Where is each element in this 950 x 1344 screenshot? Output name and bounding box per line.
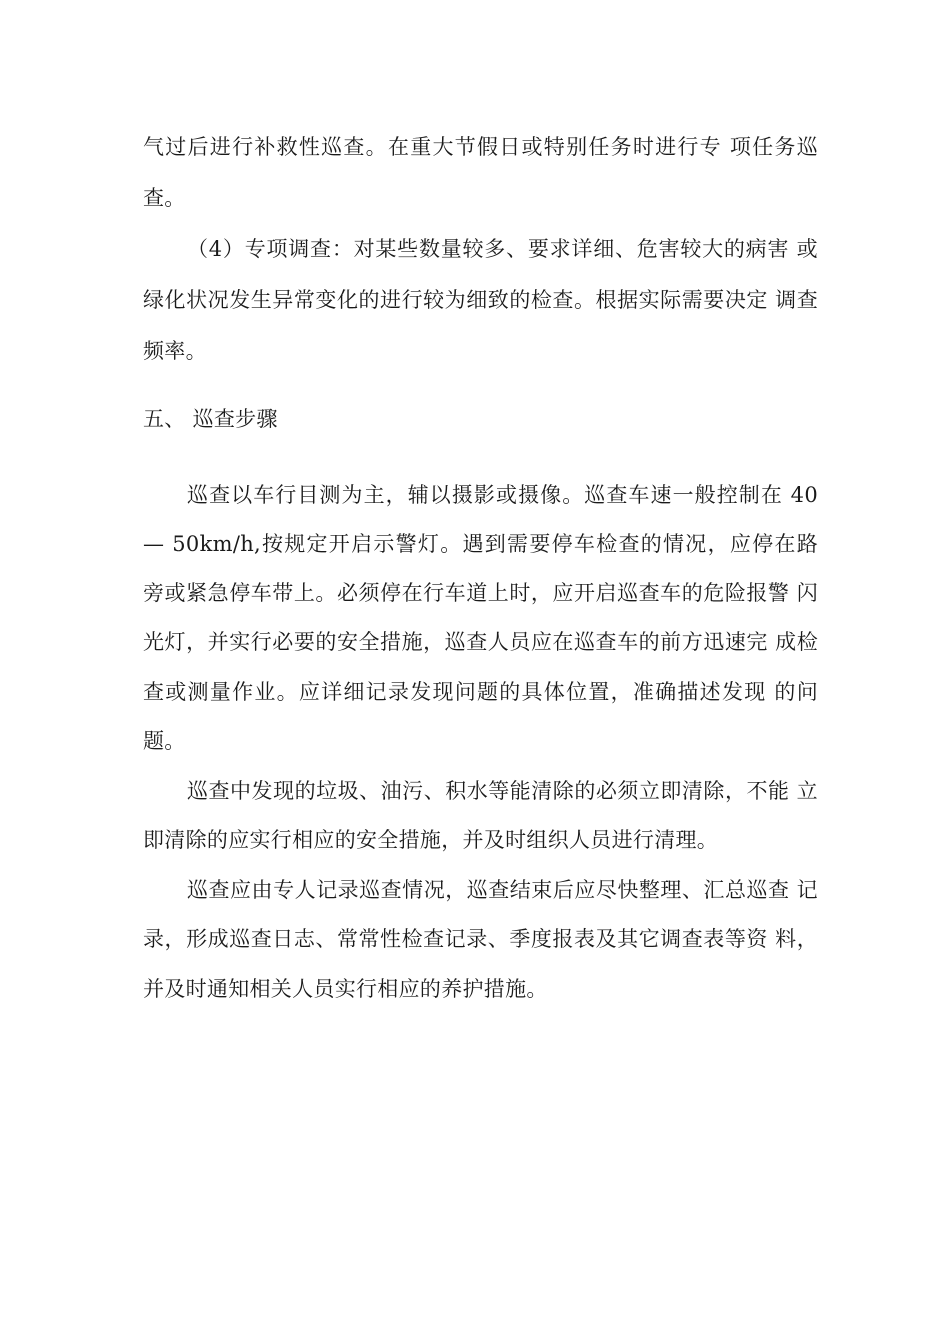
paragraph-3-line-2: — 50km/h,按规定开启示警灯。遇到需要停车检查的情况，应停在路 xyxy=(143,532,818,556)
section-heading: 五、 巡查步骤 xyxy=(143,407,278,431)
paragraph-3-line-6: 题。 xyxy=(143,729,186,753)
paragraph-3-line-3: 旁或紧急停车带上。必须停在行车道上时，应开启巡查车的危险报警 闪 xyxy=(143,581,818,605)
paragraph-3-line-4: 光灯，并实行必要的安全措施，巡查人员应在巡查车的前方迅速完 成检 xyxy=(143,630,818,654)
paragraph-1-line-2: 查。 xyxy=(143,186,186,210)
paragraph-1-line-1: 气过后进行补救性巡查。在重大节假日或特别任务时进行专 项任务巡 xyxy=(143,135,818,159)
paragraph-4-line-1: 巡查中发现的垃圾、油污、积水等能清除的必须立即清除，不能 立 xyxy=(187,779,818,803)
paragraph-5-line-1: 巡查应由专人记录巡查情况，巡查结束后应尽快整理、汇总巡查 记 xyxy=(187,878,818,902)
paragraph-2-line-1: （4）专项调查：对某些数量较多、要求详细、危害较大的病害 或 xyxy=(187,237,818,261)
paragraph-2-line-3: 频率。 xyxy=(143,339,207,363)
paragraph-5-line-3: 并及时通知相关人员实行相应的养护措施。 xyxy=(143,977,548,1001)
paragraph-3-line-5: 查或测量作业。应详细记录发现问题的具体位置，准确描述发现 的问 xyxy=(143,680,818,704)
paragraph-4-line-2: 即清除的应实行相应的安全措施，并及时组织人员进行清理。 xyxy=(143,828,719,852)
paragraph-2-line-2: 绿化状况发生异常变化的进行较为细致的检查。根据实际需要决定 调查 xyxy=(143,288,818,312)
paragraph-5-line-2: 录，形成巡查日志、常常性检查记录、季度报表及其它调查表等资 料， xyxy=(143,927,818,951)
paragraph-3-line-1: 巡查以车行目测为主，辅以摄影或摄像。巡查车速一般控制在 40 xyxy=(187,483,818,507)
